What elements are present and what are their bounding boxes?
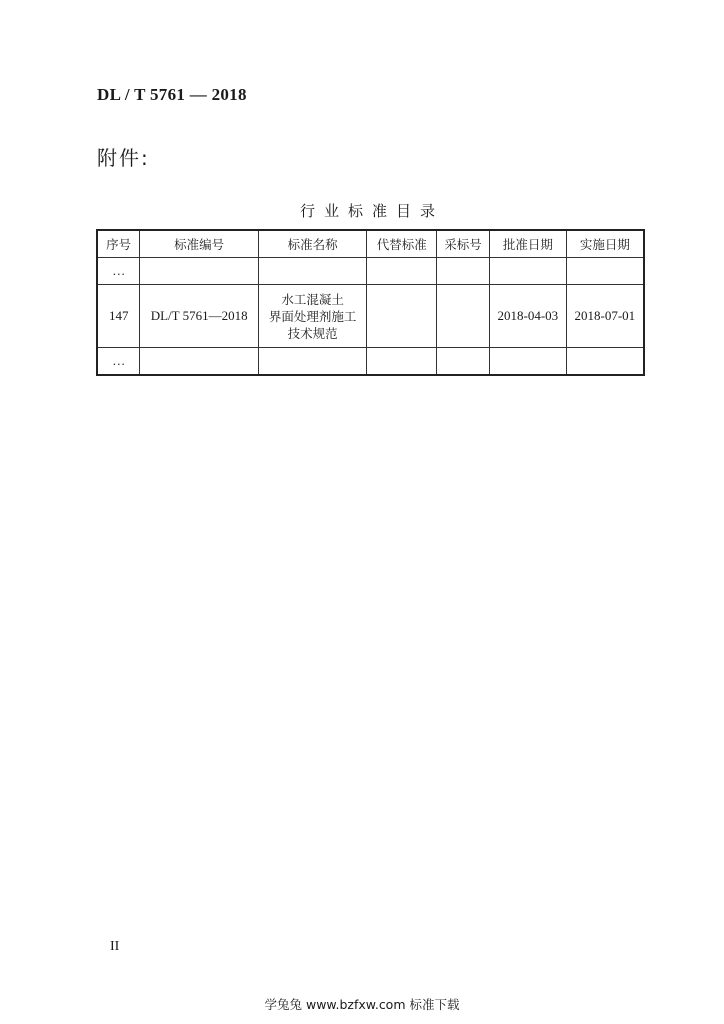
empty-cell [140,258,259,285]
column-header-name: 标准名称 [258,230,367,258]
table-header-row [97,230,644,258]
empty-cell [489,258,566,285]
seq-cell: 147 [97,285,140,348]
empty-cell [258,258,367,285]
code-cell: DL/T 5761—2018 [140,285,259,348]
table-row [97,285,644,348]
column-header-adopted: 采标号 [437,230,490,258]
name-cell [258,285,367,348]
column-header-effective-date: 实施日期 [566,230,644,258]
ellipsis-cell: … [97,258,140,285]
empty-cell [437,258,490,285]
empty-cell [566,258,644,285]
ellipsis-cell: … [97,348,140,376]
table-row [97,348,644,376]
name-line: 技术规范 [287,325,338,341]
empty-cell [437,348,490,376]
standards-catalog-table [96,229,645,376]
table-title: 行业标准目录 [300,202,445,220]
page-number: II [110,939,120,954]
approval-date-cell: 2018-04-03 [489,285,566,348]
empty-cell [566,348,644,376]
name-line: 界面处理剂施工 [268,308,357,324]
standard-id-header: DL / T 5761 — 2018 [97,85,247,104]
empty-cell [489,348,566,376]
table-row [97,258,644,285]
watermark-text: 学兔兔 www.bzfxw.com 标准下载 [264,997,460,1012]
empty-cell [258,348,367,376]
replaces-cell [367,285,437,348]
column-header-code: 标准编号 [140,230,259,258]
name-line: 水工混凝土 [281,291,344,307]
column-header-replaces: 代替标准 [367,230,437,258]
column-header-seq: 序号 [97,230,140,258]
attachment-label: 附件: [97,146,150,170]
adopted-cell [437,285,490,348]
empty-cell [367,258,437,285]
empty-cell [140,348,259,376]
effective-date-cell: 2018-07-01 [566,285,644,348]
empty-cell [367,348,437,376]
column-header-approval-date: 批准日期 [489,230,566,258]
